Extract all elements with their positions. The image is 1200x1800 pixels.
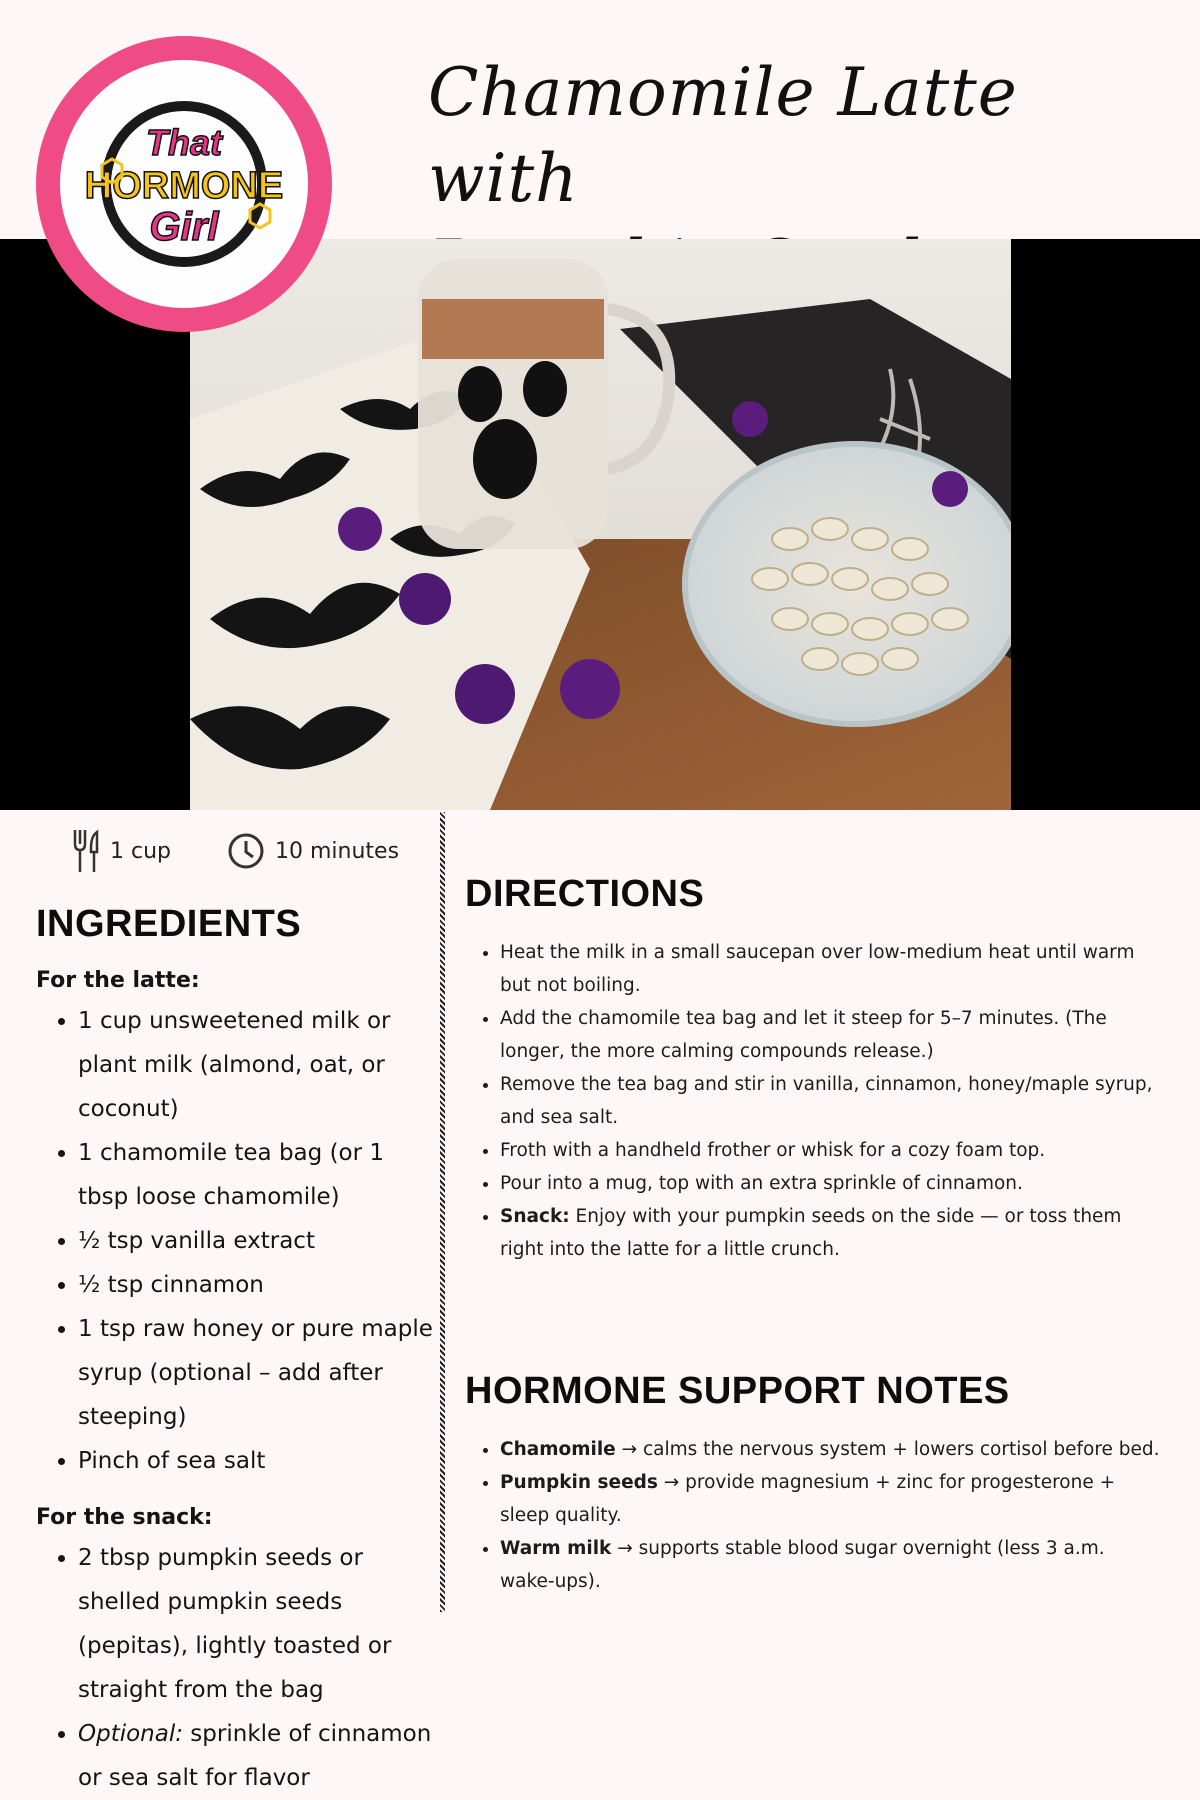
note-label: Pumpkin seeds — [500, 1472, 658, 1493]
column-divider — [440, 812, 445, 1612]
latte-ingredient-list — [36, 999, 436, 1483]
notes-heading: HORMONE SUPPORT NOTES — [465, 1370, 1010, 1412]
note-label: Chamomile — [500, 1439, 616, 1460]
list-item: • 1 chamomile tea bag (or 1 tbsp loose chamomile) — [78, 1131, 436, 1219]
snack-ingredient-list — [36, 1536, 436, 1800]
clock-icon — [227, 832, 265, 870]
directions-list — [465, 936, 1165, 1266]
note-text: → calms the nervous system + lowers cortisol before bed. — [615, 1439, 1160, 1460]
title-line-1: Chamomile Latte with — [428, 54, 1018, 217]
hormone-notes-section — [465, 1370, 1165, 1598]
list-item — [500, 1466, 1165, 1532]
logo-text-bottom: Girl — [149, 205, 219, 249]
recipe-meta — [72, 826, 455, 876]
list-item: • 2 tbsp pumpkin seeds or shelled pumpkin seeds (pepitas), lightly toasted or straight from the bag — [78, 1536, 436, 1712]
note-text: → supports stable blood sugar overnight (less 3 a.m. wake-ups). — [500, 1538, 1105, 1592]
recipe-photo — [190, 239, 1011, 810]
fork-knife-icon — [72, 828, 100, 874]
snack-subheading: For the snack: — [36, 1505, 213, 1530]
directions-section — [465, 873, 1165, 1266]
notes-list — [465, 1433, 1165, 1598]
list-item: • Add the chamomile tea bag and let it steep for 5–7 minutes. (The longer, the more calming compounds release.) — [500, 1002, 1165, 1068]
list-item: • ½ tsp cinnamon — [78, 1263, 436, 1307]
snack-text: Enjoy with your pumpkin seeds on the side — or toss them right into the latte for a little crunch. — [500, 1206, 1122, 1260]
prep-time — [227, 832, 399, 870]
directions-heading: DIRECTIONS — [465, 873, 705, 915]
time-value: 10 minutes — [275, 838, 400, 864]
list-item: • Heat the milk in a small saucepan over low-medium heat until warm but not boiling. — [500, 936, 1165, 1002]
brand-logo — [36, 36, 332, 332]
optional-text: sprinkle of cinnamon or sea salt for flavor — [78, 1721, 432, 1791]
list-item: • 1 cup unsweetened milk or plant milk (almond, oat, or coconut) — [78, 999, 436, 1131]
servings-value: 1 cup — [110, 838, 171, 864]
logo-text-mid: HORMONE — [84, 165, 284, 207]
list-item: • Pinch of sea salt — [78, 1439, 436, 1483]
ingredients-heading: INGREDIENTS — [36, 903, 302, 945]
note-text: → provide magnesium + zinc for progesterone + sleep quality. — [500, 1472, 1116, 1526]
list-item — [500, 1200, 1165, 1266]
ingredients-section — [36, 903, 436, 1800]
snack-label: Snack: — [500, 1206, 570, 1227]
list-item — [78, 1712, 436, 1800]
logo-inner-circle — [60, 60, 308, 308]
logo-artwork — [60, 60, 308, 308]
servings — [72, 828, 171, 874]
latte-subheading: For the latte: — [36, 968, 200, 993]
list-item — [500, 1532, 1165, 1598]
list-item: • ½ tsp vanilla extract — [78, 1219, 436, 1263]
note-label: Warm milk — [500, 1538, 612, 1559]
optional-label: Optional: — [78, 1721, 183, 1747]
list-item: • Froth with a handheld frother or whisk for a cozy foam top. — [500, 1134, 1165, 1167]
list-item: • Pour into a mug, top with an extra sprinkle of cinnamon. — [500, 1167, 1165, 1200]
list-item — [500, 1433, 1165, 1466]
latte-photo-illustration — [190, 239, 1011, 810]
list-item: • Remove the tea bag and stir in vanilla, cinnamon, honey/maple syrup, and sea salt. — [500, 1068, 1165, 1134]
logo-text-top: That — [146, 122, 222, 163]
list-item: • 1 tsp raw honey or pure maple syrup (optional – add after steeping) — [78, 1307, 436, 1439]
